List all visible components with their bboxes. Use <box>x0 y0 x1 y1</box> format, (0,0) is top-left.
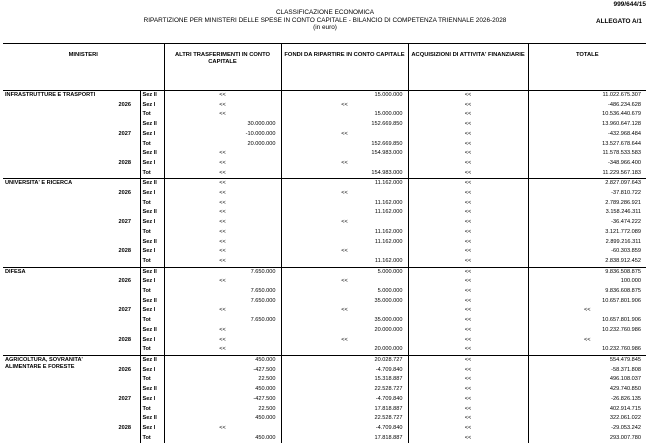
year-cell: 2028 <box>118 248 131 255</box>
section-cell: Sez I <box>140 306 164 316</box>
section-cell: Sez I <box>140 247 164 257</box>
table-body <box>3 91 646 444</box>
ministry-name: INFRASTRUTTURE E TRASPORTI <box>3 91 110 179</box>
acquisizioni-cell: << <box>408 149 528 159</box>
column-header-row <box>3 44 646 91</box>
acquisizioni-cell: << <box>408 424 528 434</box>
fondi-cell: << <box>281 189 408 199</box>
altri-trasferimenti-cell: 450.000 <box>164 414 281 424</box>
acquisizioni-cell: << <box>408 306 528 316</box>
altri-trasferimenti-cell: 450.000 <box>164 385 281 395</box>
year-cell: 2027 <box>118 219 131 226</box>
fondi-cell: -4.709.840 <box>281 424 408 434</box>
altri-trasferimenti-cell: << <box>164 159 281 169</box>
column-header-altri: ALTRI TRASFERIMENTI IN CONTO CAPITALE <box>164 44 281 91</box>
acquisizioni-cell: << <box>408 179 528 189</box>
totale-cell: 9.836.608.875 <box>528 287 646 297</box>
ministry-name: AGRICOLTURA, SOVRANITA' ALIMENTARE E FORESTE <box>3 355 110 443</box>
acquisizioni-cell: << <box>408 101 528 111</box>
totale-cell: 11.022.675.307 <box>528 91 646 101</box>
fondi-cell: 17.818.887 <box>281 405 408 415</box>
fondi-cell: -4.709.840 <box>281 366 408 376</box>
year-cell: 2026 <box>110 355 140 385</box>
section-cell: Sez I <box>140 424 164 434</box>
acquisizioni-cell: << <box>408 395 528 405</box>
acquisizioni-cell: << <box>408 287 528 297</box>
altri-trasferimenti-cell: 7.650.000 <box>164 287 281 297</box>
fondi-cell: << <box>281 130 408 140</box>
fondi-cell: 20.028.727 <box>281 355 408 365</box>
totale-cell: 2.827.097.643 <box>528 179 646 189</box>
fondi-cell: 11.162.000 <box>281 257 408 267</box>
section-cell: Tot <box>140 316 164 326</box>
totale-cell: 429.740.850 <box>528 385 646 395</box>
section-cell: Sez II <box>140 326 164 336</box>
totale-cell: 11.578.533.583 <box>528 149 646 159</box>
section-cell: Sez II <box>140 179 164 189</box>
altri-trasferimenti-cell: << <box>164 424 281 434</box>
altri-trasferimenti-cell: << <box>164 169 281 179</box>
totale-cell: << <box>528 336 646 346</box>
fondi-cell: << <box>281 159 408 169</box>
fondi-cell: << <box>281 306 408 316</box>
fondi-cell: 15.000.000 <box>281 110 408 120</box>
section-cell: Sez I <box>140 130 164 140</box>
altri-trasferimenti-cell: << <box>164 336 281 346</box>
altri-trasferimenti-cell: 22.500 <box>164 375 281 385</box>
fondi-cell: 152.669.850 <box>281 120 408 130</box>
altri-trasferimenti-cell: << <box>164 101 281 111</box>
altri-trasferimenti-cell: << <box>164 228 281 238</box>
spending-table <box>3 43 646 443</box>
section-cell: Tot <box>140 257 164 267</box>
section-cell: Tot <box>140 434 164 444</box>
altri-trasferimenti-cell: << <box>164 189 281 199</box>
altri-trasferimenti-cell: 30.000.000 <box>164 120 281 130</box>
fondi-cell: -4.709.840 <box>281 395 408 405</box>
totale-cell: 3.121.772.089 <box>528 228 646 238</box>
fondi-cell: 154.983.000 <box>281 169 408 179</box>
fondi-cell: << <box>281 101 408 111</box>
section-cell: Sez I <box>140 395 164 405</box>
section-cell: Tot <box>140 169 164 179</box>
altri-trasferimenti-cell: << <box>164 199 281 209</box>
acquisizioni-cell: << <box>408 375 528 385</box>
fondi-cell: << <box>281 218 408 228</box>
totale-cell: -37.810.722 <box>528 189 646 199</box>
altri-trasferimenti-cell: << <box>164 277 281 287</box>
classification-label: CLASSIFICAZIONE ECONOMICA <box>275 9 374 16</box>
fondi-cell: 22.528.727 <box>281 385 408 395</box>
year-cell: 2027 <box>118 130 131 137</box>
altri-trasferimenti-cell: << <box>164 91 281 101</box>
acquisizioni-cell: << <box>408 267 528 277</box>
acquisizioni-cell: << <box>408 110 528 120</box>
section-cell: Sez II <box>140 208 164 218</box>
fondi-cell: 15.318.887 <box>281 375 408 385</box>
totale-cell: -432.968.484 <box>528 130 646 140</box>
column-header-totale: TOTALE <box>528 44 646 91</box>
fondi-cell: 5.000.000 <box>281 267 408 277</box>
year-cell: 2028 <box>118 336 131 343</box>
acquisizioni-cell: << <box>408 199 528 209</box>
fondi-cell: 35.000.000 <box>281 297 408 307</box>
report-header <box>0 9 650 32</box>
fondi-cell: 154.983.000 <box>281 149 408 159</box>
totale-cell: 496.108.037 <box>528 375 646 385</box>
section-cell: Sez II <box>140 149 164 159</box>
section-cell: Tot <box>140 199 164 209</box>
totale-cell: 2.899.216.311 <box>528 238 646 248</box>
acquisizioni-cell: << <box>408 218 528 228</box>
acquisizioni-cell: << <box>408 434 528 444</box>
year-cell: 2028 <box>118 424 131 431</box>
year-cell: 2027 <box>118 307 131 314</box>
column-header-acquisizioni: ACQUISIZIONI DI ATTIVITA' FINANZIARIE <box>408 44 528 91</box>
acquisizioni-cell: << <box>408 385 528 395</box>
totale-cell: -26.826.135 <box>528 395 646 405</box>
altri-trasferimenti-cell: << <box>164 179 281 189</box>
altri-trasferimenti-cell: 7.650.000 <box>164 297 281 307</box>
altri-trasferimenti-cell: 20.000.000 <box>164 140 281 150</box>
section-cell: Sez I <box>140 277 164 287</box>
fondi-cell: 22.528.727 <box>281 414 408 424</box>
altri-trasferimenti-cell: << <box>164 257 281 267</box>
fondi-cell: 15.000.000 <box>281 91 408 101</box>
acquisizioni-cell: << <box>408 366 528 376</box>
totale-cell: 2.789.286.921 <box>528 199 646 209</box>
section-cell: Sez II <box>140 238 164 248</box>
fondi-cell: << <box>281 277 408 287</box>
totale-cell: 11.229.567.183 <box>528 169 646 179</box>
acquisizioni-cell: << <box>408 189 528 199</box>
table-row <box>3 267 646 277</box>
totale-cell: -60.303.859 <box>528 247 646 257</box>
fondi-cell: 11.162.000 <box>281 238 408 248</box>
acquisizioni-cell: << <box>408 405 528 415</box>
altri-trasferimenti-cell: << <box>164 306 281 316</box>
fondi-cell: 11.162.000 <box>281 228 408 238</box>
altri-trasferimenti-cell: << <box>164 247 281 257</box>
altri-trasferimenti-cell: 7.650.000 <box>164 316 281 326</box>
acquisizioni-cell: << <box>408 414 528 424</box>
acquisizioni-cell: << <box>408 159 528 169</box>
year-cell: 2027 <box>118 395 131 402</box>
table-row <box>3 355 646 365</box>
ministry-name: DIFESA <box>3 267 110 355</box>
section-cell: Tot <box>140 228 164 238</box>
year-cell: 2026 <box>110 267 140 297</box>
report-title: RIPARTIZIONE PER MINISTERI DELLE SPESE IN CONTO CAPITALE - BILANCIO DI COMPETENZA TRIENNALE 2026-2028 <box>143 16 507 24</box>
totale-cell: 9.836.508.875 <box>528 267 646 277</box>
section-cell: Sez II <box>140 414 164 424</box>
fondi-cell: << <box>281 336 408 346</box>
acquisizioni-cell: << <box>408 169 528 179</box>
section-cell: Sez II <box>140 91 164 101</box>
totale-cell: -36.474.222 <box>528 218 646 228</box>
fondi-cell: 11.162.000 <box>281 199 408 209</box>
fondi-cell: 11.162.000 <box>281 179 408 189</box>
altri-trasferimenti-cell: -427.500 <box>164 395 281 405</box>
document-code: 999/644/15 <box>613 1 646 8</box>
acquisizioni-cell: << <box>408 120 528 130</box>
section-cell: Sez I <box>140 366 164 376</box>
year-cell: 2028 <box>118 159 131 166</box>
totale-cell: 402.914.715 <box>528 405 646 415</box>
altri-trasferimenti-cell: << <box>164 149 281 159</box>
altri-trasferimenti-cell: -10.000.000 <box>164 130 281 140</box>
fondi-cell: 35.000.000 <box>281 316 408 326</box>
altri-trasferimenti-cell: << <box>164 345 281 355</box>
allegato-label: ALLEGATO A/1 <box>595 18 642 25</box>
column-header-ministeri: MINISTERI <box>3 44 164 91</box>
acquisizioni-cell: << <box>408 336 528 346</box>
acquisizioni-cell: << <box>408 140 528 150</box>
acquisizioni-cell: << <box>408 316 528 326</box>
totale-cell: -29.053.242 <box>528 424 646 434</box>
totale-cell: 10.536.440.679 <box>528 110 646 120</box>
altri-trasferimenti-cell: << <box>164 218 281 228</box>
fondi-cell: << <box>281 247 408 257</box>
year-cell: 2026 <box>110 91 140 121</box>
fondi-cell: 20.000.000 <box>281 326 408 336</box>
altri-trasferimenti-cell: << <box>164 110 281 120</box>
fondi-cell: 17.818.887 <box>281 434 408 444</box>
section-cell: Tot <box>140 405 164 415</box>
totale-cell: 2.838.912.452 <box>528 257 646 267</box>
section-cell: Tot <box>140 140 164 150</box>
acquisizioni-cell: << <box>408 228 528 238</box>
altri-trasferimenti-cell: << <box>164 238 281 248</box>
year-cell: 2026 <box>110 179 140 209</box>
totale-cell: 13.960.647.128 <box>528 120 646 130</box>
section-cell: Sez I <box>140 189 164 199</box>
totale-cell: 3.158.246.311 <box>528 208 646 218</box>
acquisizioni-cell: << <box>408 345 528 355</box>
totale-cell: 293.007.780 <box>528 434 646 444</box>
section-cell: Sez I <box>140 101 164 111</box>
acquisizioni-cell: << <box>408 277 528 287</box>
section-cell: Tot <box>140 345 164 355</box>
unit-label: (in euro) <box>313 24 337 32</box>
acquisizioni-cell: << <box>408 91 528 101</box>
totale-cell: << <box>528 306 646 316</box>
totale-cell: -486.234.628 <box>528 101 646 111</box>
totale-cell: 322.061.022 <box>528 414 646 424</box>
section-cell: Sez I <box>140 218 164 228</box>
acquisizioni-cell: << <box>408 326 528 336</box>
altri-trasferimenti-cell: 22.500 <box>164 405 281 415</box>
acquisizioni-cell: << <box>408 355 528 365</box>
totale-cell: 10.232.760.986 <box>528 345 646 355</box>
table-row <box>3 91 646 101</box>
section-cell: Tot <box>140 287 164 297</box>
totale-cell: 10.657.801.906 <box>528 316 646 326</box>
section-cell: Sez II <box>140 297 164 307</box>
totale-cell: 10.657.801.906 <box>528 297 646 307</box>
acquisizioni-cell: << <box>408 238 528 248</box>
totale-cell: 100.000 <box>528 277 646 287</box>
section-cell: Tot <box>140 110 164 120</box>
section-cell: Sez II <box>140 267 164 277</box>
table-row <box>3 179 646 189</box>
acquisizioni-cell: << <box>408 247 528 257</box>
fondi-cell: 20.000.000 <box>281 345 408 355</box>
acquisizioni-cell: << <box>408 257 528 267</box>
totale-cell: 13.527.678.644 <box>528 140 646 150</box>
section-cell: Sez II <box>140 355 164 365</box>
acquisizioni-cell: << <box>408 297 528 307</box>
fondi-cell: 11.162.000 <box>281 208 408 218</box>
altri-trasferimenti-cell: << <box>164 208 281 218</box>
fondi-cell: 5.000.000 <box>281 287 408 297</box>
ministry-name: UNIVERSITA' E RICERCA <box>3 179 110 267</box>
altri-trasferimenti-cell: 7.650.000 <box>164 267 281 277</box>
altri-trasferimenti-cell: 450.000 <box>164 355 281 365</box>
acquisizioni-cell: << <box>408 130 528 140</box>
totale-cell: 10.232.760.986 <box>528 326 646 336</box>
fondi-cell: 152.669.850 <box>281 140 408 150</box>
altri-trasferimenti-cell: 450.000 <box>164 434 281 444</box>
acquisizioni-cell: << <box>408 208 528 218</box>
totale-cell: -58.371.808 <box>528 366 646 376</box>
section-cell: Sez I <box>140 159 164 169</box>
section-cell: Sez II <box>140 120 164 130</box>
column-header-fondi: FONDI DA RIPARTIRE IN CONTO CAPITALE <box>281 44 408 91</box>
totale-cell: 554.479.845 <box>528 355 646 365</box>
section-cell: Sez I <box>140 336 164 346</box>
section-cell: Sez II <box>140 385 164 395</box>
section-cell: Tot <box>140 375 164 385</box>
totale-cell: -348.966.400 <box>528 159 646 169</box>
altri-trasferimenti-cell: << <box>164 326 281 336</box>
altri-trasferimenti-cell: -427.500 <box>164 366 281 376</box>
